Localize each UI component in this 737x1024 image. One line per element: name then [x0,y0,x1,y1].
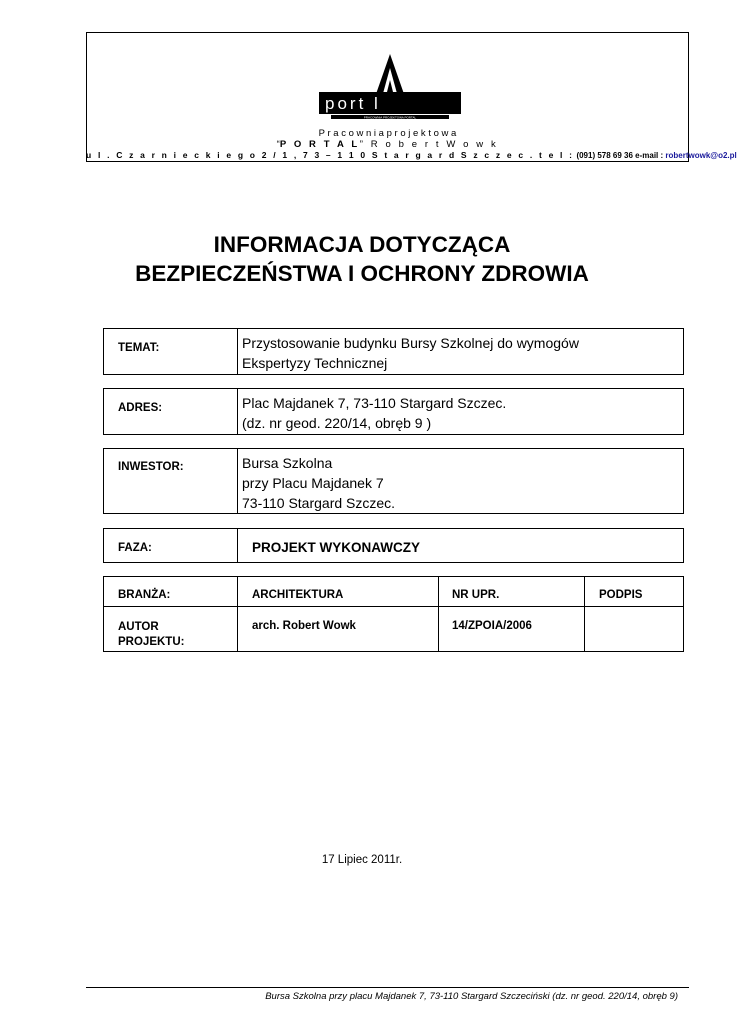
faza-value: PROJEKT WYKONAWCZY [252,540,421,555]
faza-divider [237,528,238,563]
temat-divider [237,328,238,375]
temat-label: TEMAT: [118,342,160,354]
author-row-label-1: AUTOR [118,621,159,633]
company-line [86,139,689,150]
author-table-row-divider [103,606,684,607]
company-name: P O R T A L [279,139,360,150]
adres-line-2: (dz. nr geod. 220/14, obręb 9 ) [242,415,432,431]
footer-rule [86,987,689,988]
adres-label: ADRES: [118,402,163,414]
adres-divider [237,388,238,435]
author-table-col-3 [584,576,585,652]
logo-tagline: PRACOWNIA PROJEKTOWA PORTAL [363,115,417,120]
temat-line-1: Przystosowanie budynku Bursy Szkolnej do wymogów [242,335,579,351]
author-table-col-2 [438,576,439,652]
inwestor-value [242,453,395,513]
phone-text: (091) 578 69 36 e-mail : [574,151,666,160]
adres-line-1: Plac Majdanek 7, 73-110 Stargard Szczec. [242,395,507,411]
title-line-1: INFORMACJA DOTYCZĄCA [213,232,511,257]
header-architektura: ARCHITEKTURA [252,589,344,601]
logo-text: port l [325,94,381,113]
inwestor-label: INWESTOR: [118,461,184,473]
footer-text: Bursa Szkolna przy placu Majdanek 7, 73-110 Stargard Szczeciński (dz. nr geod. 220/14, obręb 9) [265,991,678,1002]
inwestor-line-2: przy Placu Majdanek 7 [242,475,384,491]
portal-logo [317,52,463,122]
adres-value [242,393,506,433]
address-text: u l . C z a r n i e c k i e g o 2 / 1 , 7 3 – 1 1 0 S t a r g a r d S z c z e c . t e l : [86,150,575,160]
studio-line: P r a c o w n i a p r o j e k t o w a [318,128,457,139]
company-prefix: “ [276,139,280,150]
author-license: 14/ZPOIA/2006 [452,620,532,632]
header-podpis: PODPIS [599,589,643,601]
header-branza: BRANŻA: [118,589,171,601]
inwestor-line-3: 73-110 Stargard Szczec. [242,495,396,511]
inwestor-line-1: Bursa Szkolna [242,455,333,471]
title-line-2: BEZPIECZEŃSTWA I OCHRONY ZDROWIA [135,261,589,286]
author-table-col-1 [237,576,238,652]
document-date: 17 Lipiec 2011r. [321,854,403,866]
author-table [103,576,684,652]
address-line [86,150,737,161]
header-nr-upr: NR UPR. [452,589,500,601]
author-row-label-2: PROJEKTU: [118,636,185,648]
temat-line-2: Ekspertyzy Technicznej [242,355,388,371]
author-row-label [118,620,184,650]
document-title [0,230,724,288]
temat-value [242,333,579,373]
inwestor-divider [237,448,238,514]
company-suffix: ” R o b e r t W o w k [359,139,499,150]
faza-label: FAZA: [118,542,152,554]
email-link[interactable]: robertwowk@o2.pl [665,151,737,160]
author-name: arch. Robert Wowk [252,620,356,632]
